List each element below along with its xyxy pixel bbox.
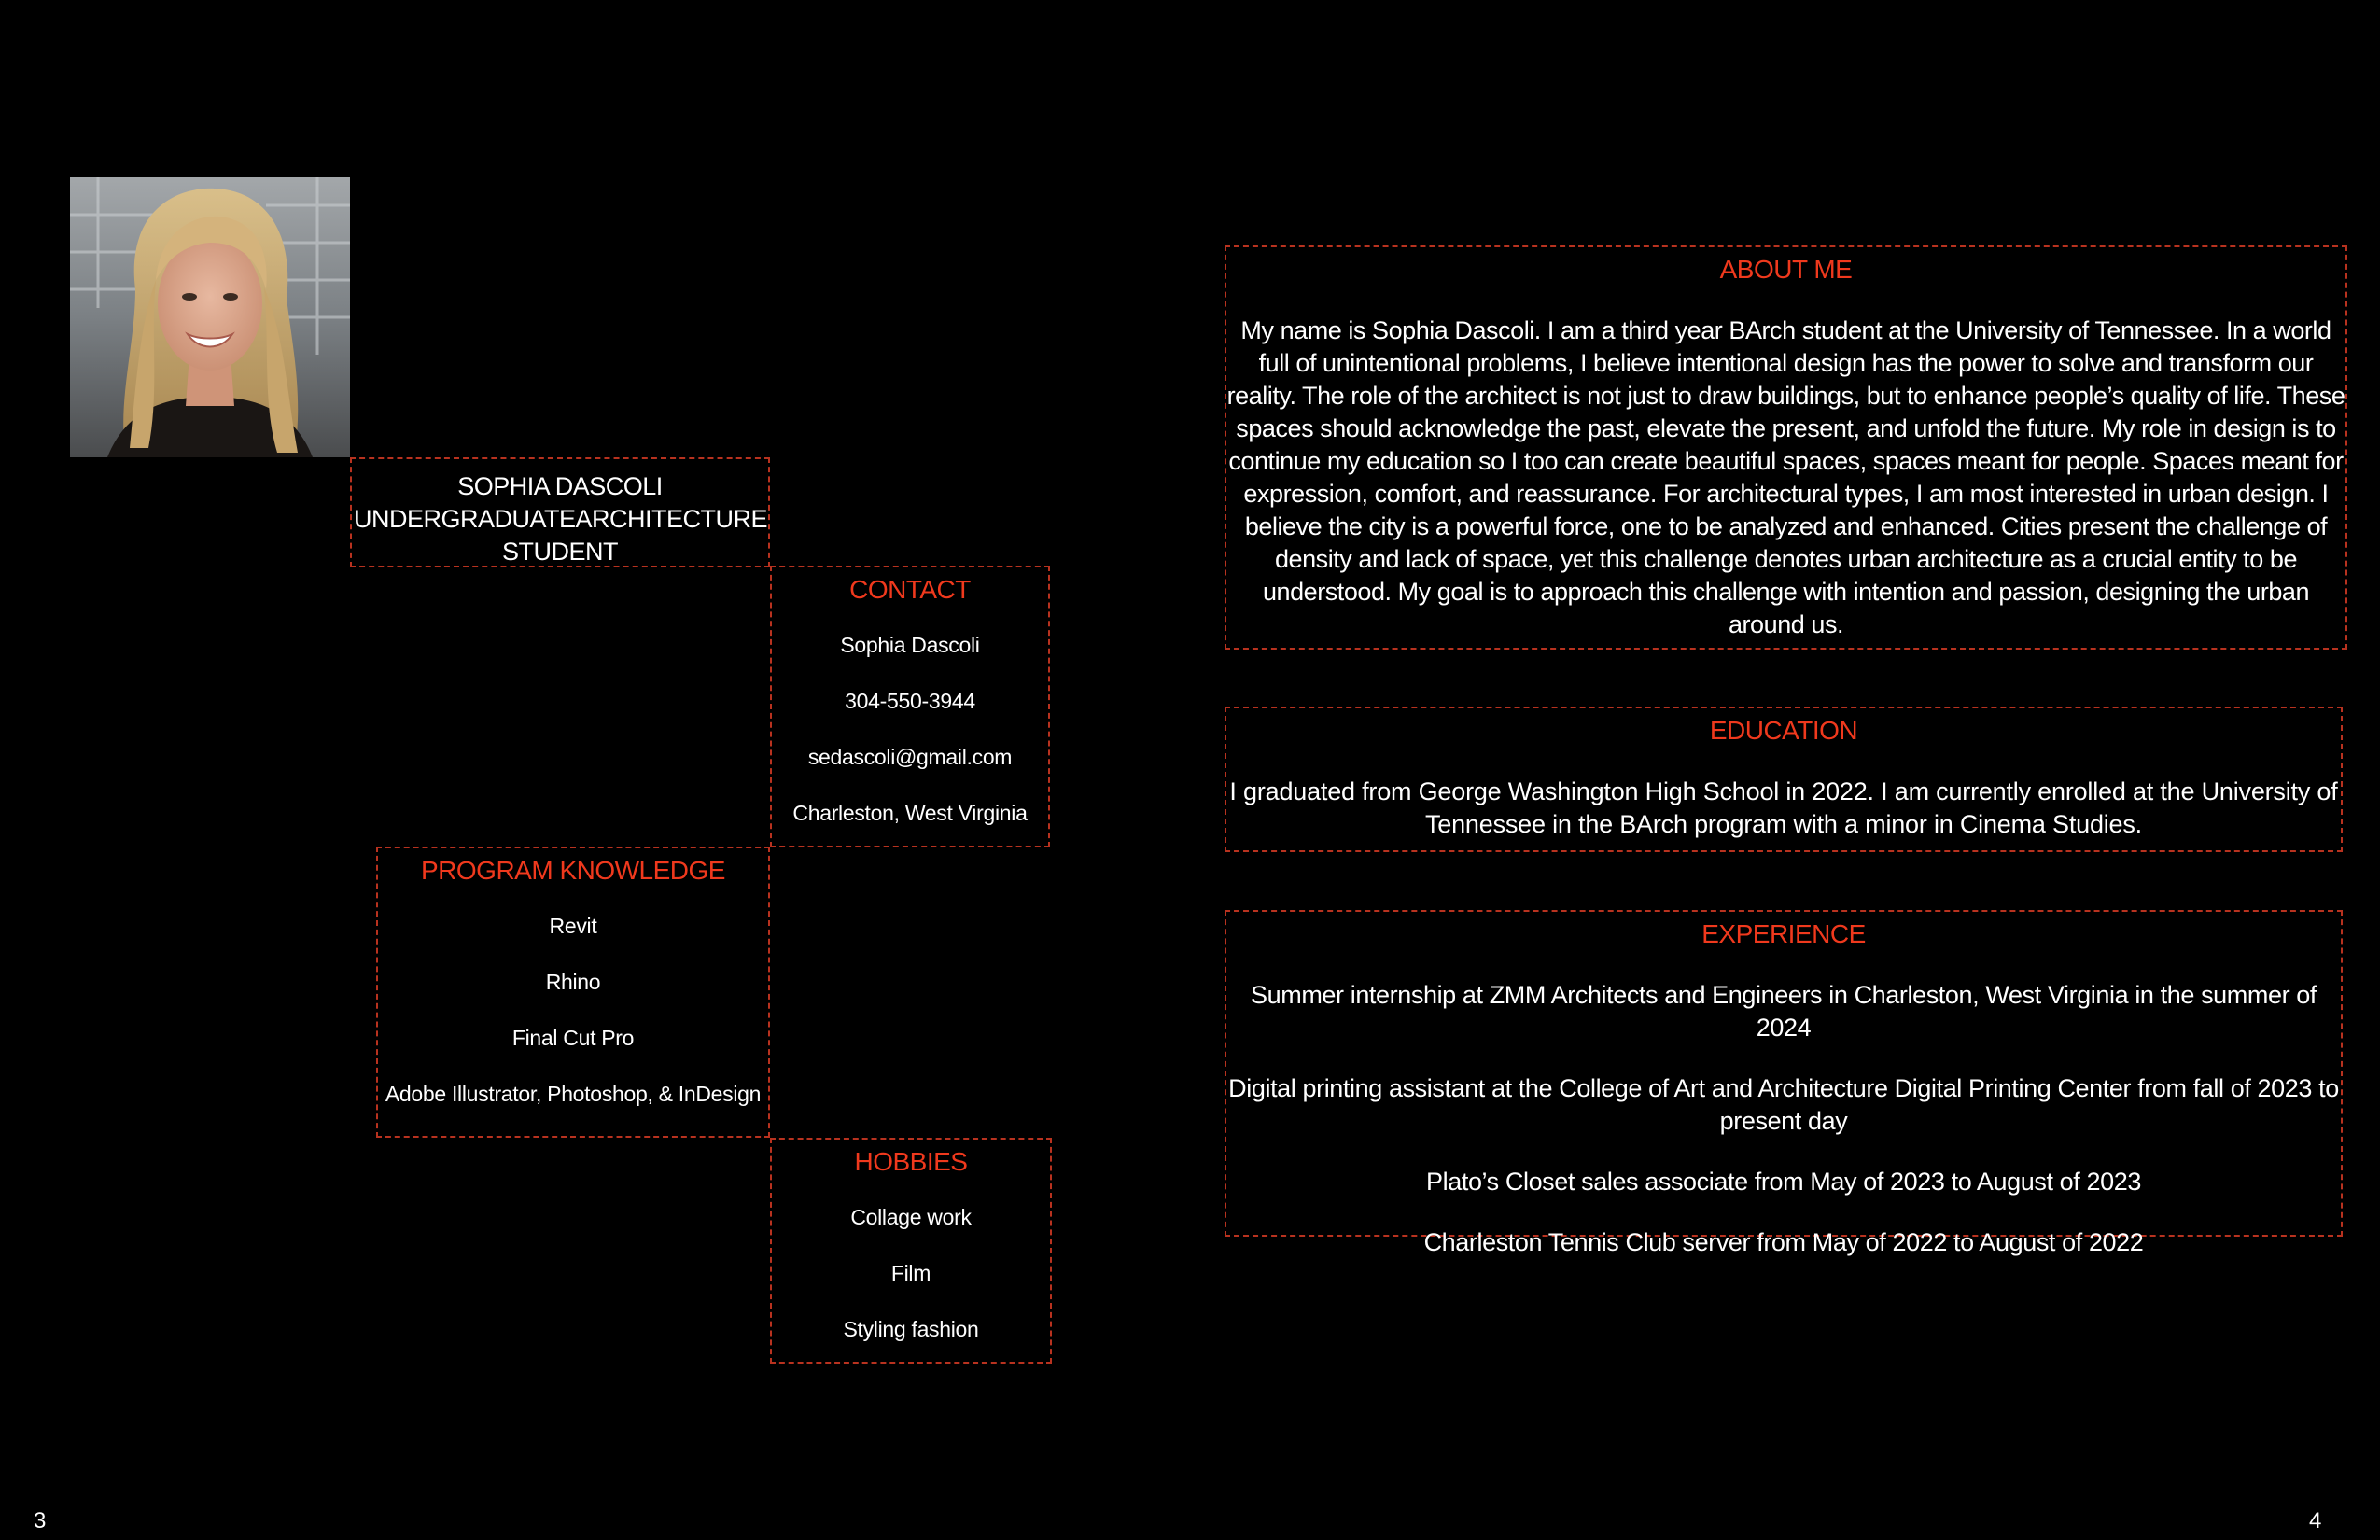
name-title-box [350, 457, 770, 567]
contact-phone: 304-550-3944 [845, 689, 975, 713]
education-text: I graduated from George Washington High School in 2022. I am currently enrolled at the University of Tennessee in the BArch program with a minor in Cinema Studies. [1229, 777, 2338, 838]
portrait-image [70, 177, 350, 457]
contact-name: Sophia Dascoli [840, 633, 980, 657]
experience-section [1225, 910, 2343, 1256]
experience-heading: EXPERIENCE [1701, 919, 1866, 948]
contact-list [772, 635, 1048, 824]
contact-location: Charleston, West Virginia [792, 801, 1028, 825]
hobbies-list [772, 1207, 1050, 1340]
program-item: Adobe Illustrator, Photoshop, & InDesign [385, 1082, 762, 1106]
profile-title-word-3: STUDENT [502, 538, 618, 566]
education-section [1225, 707, 2343, 852]
program-list [378, 916, 768, 1105]
profile-title-word-2: ARCHITECTURE [575, 505, 768, 533]
program-knowledge-section [376, 847, 770, 1138]
hobby-item: Styling fashion [843, 1317, 979, 1341]
program-heading: PROGRAM KNOWLEDGE [421, 856, 725, 885]
experience-list [1226, 979, 2341, 1259]
profile-photo [70, 177, 350, 457]
profile-title-word-1: UNDERGRADUATE [354, 505, 576, 533]
page-number-right: 4 [2309, 1508, 2322, 1533]
hobby-item: Film [890, 1261, 931, 1285]
about-text: My name is Sophia Dascoli. I am a third year BArch student at the University of Tennessee. In a world full of unintentional problems, I believe intentional design has the power to solve and transform our reality. The role of the architect is not just to draw buildings, but to enhance people’s quality of life. These spaces should acknowledge the past, elevate the present, and unfold the future. My role in design is to continue my education so I too can create beautiful spaces, spaces meant for people. Spaces meant for expression, comfort, and reassurance. For architectural types, I am most interested in urban design. I believe the city is a powerful force, one to be analyzed and enhanced. Cities present the challenge of density and lack of space, yet this challenge denotes urban architecture as a crucial entity to be understood. My goal is to approach this challenge with intention and passion, designing the urban around us. [1226, 316, 2345, 638]
hobbies-section [770, 1138, 1052, 1364]
about-heading: ABOUT ME [1719, 255, 1853, 284]
experience-item: Summer internship at ZMM Architects and Engineers in Charleston, West Virginia in the summer of 2024 [1251, 981, 2317, 1042]
program-item: Revit [549, 914, 597, 938]
experience-item: Digital printing assistant at the College of Art and Architecture Digital Printing Center from fall of 2023 to present day [1228, 1074, 2339, 1135]
experience-item: Charleston Tennis Club server from May of 2022 to August of 2022 [1423, 1228, 2144, 1256]
program-item: Rhino [545, 970, 601, 994]
profile-title-line [352, 503, 768, 536]
education-heading: EDUCATION [1709, 716, 1858, 745]
contact-section [770, 566, 1050, 847]
about-me-section [1225, 245, 2347, 650]
contact-heading: CONTACT [849, 575, 971, 604]
hobby-item: Collage work [850, 1205, 972, 1229]
contact-email: sedascoli@gmail.com [807, 745, 1013, 769]
profile-name: SOPHIA DASCOLI [457, 472, 663, 500]
experience-item: Plato’s Closet sales associate from May of 2023 to August of 2023 [1426, 1168, 2141, 1196]
page-number-left: 3 [34, 1508, 47, 1533]
program-item: Final Cut Pro [511, 1026, 635, 1050]
hobbies-heading: HOBBIES [854, 1147, 968, 1176]
